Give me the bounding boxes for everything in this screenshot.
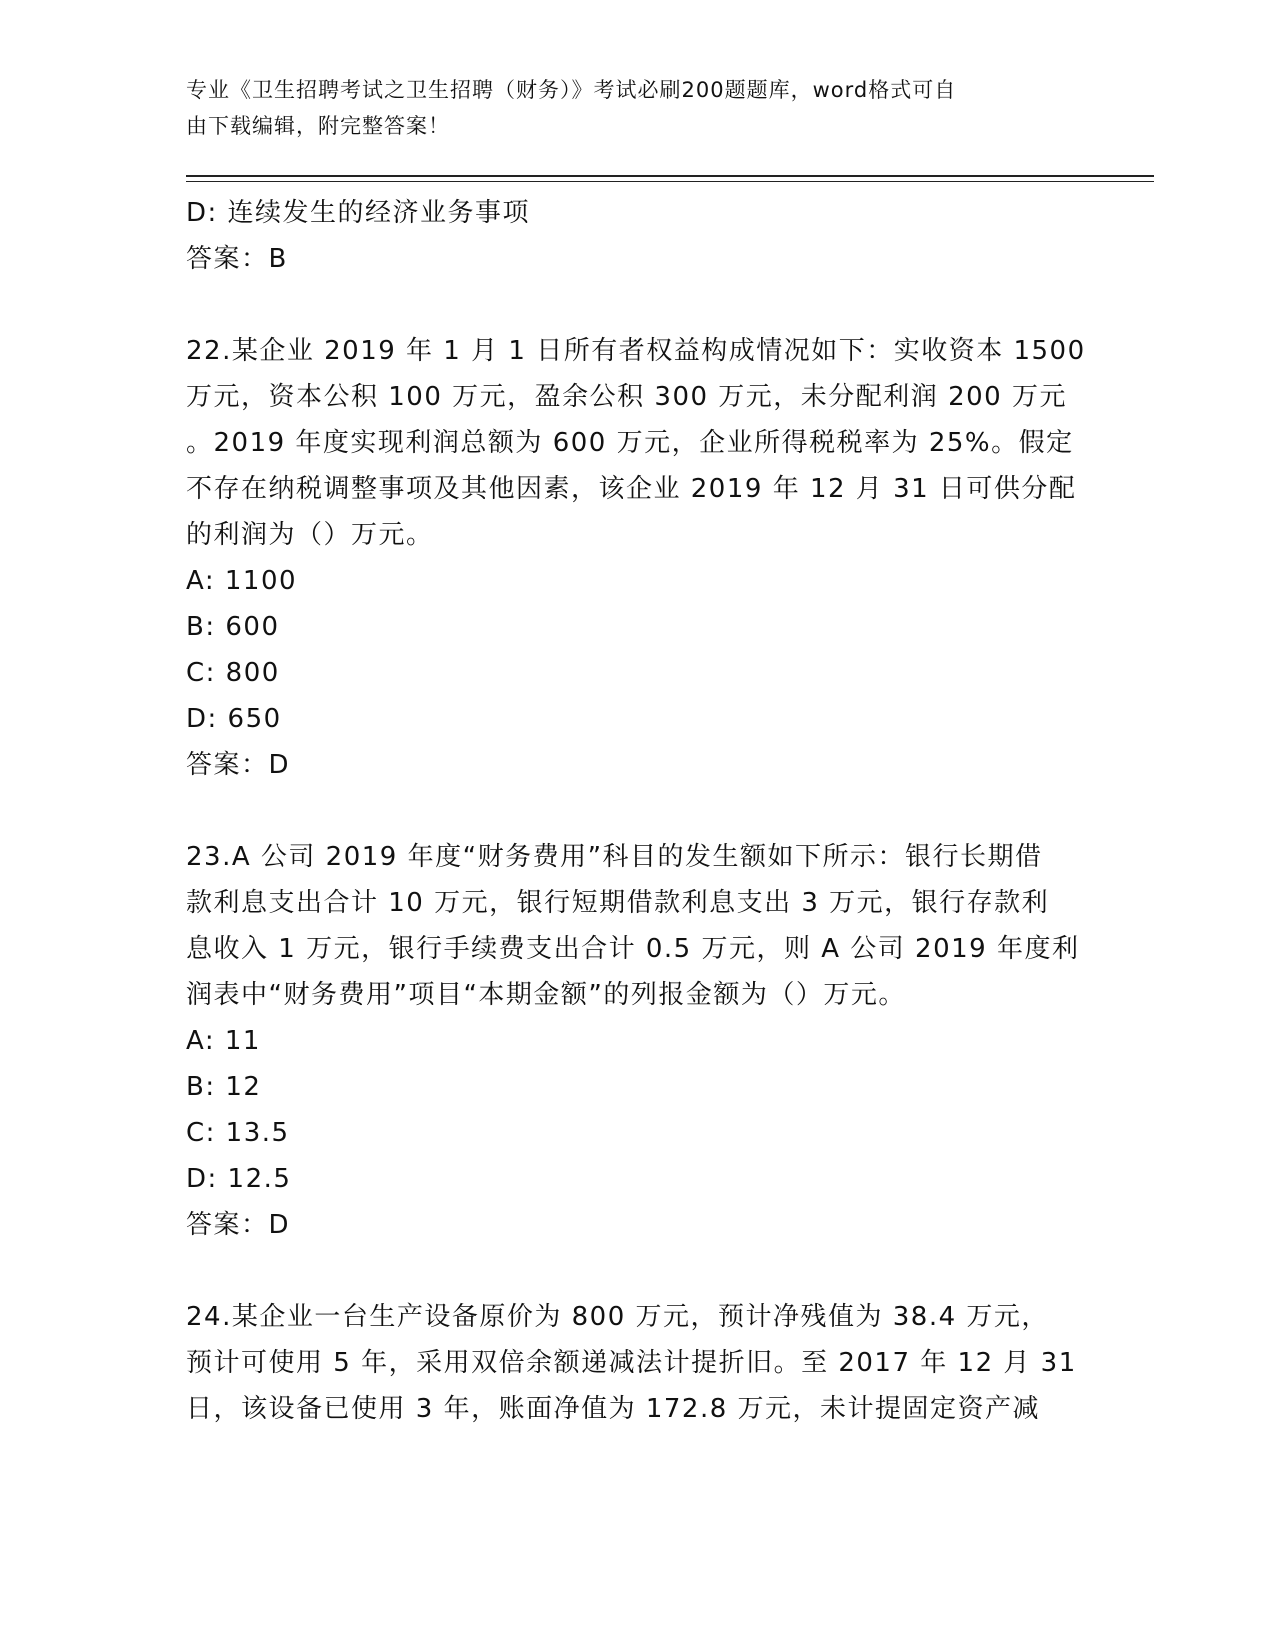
question-24-line-1: 24.某企业一台生产设备原价为 800 万元，预计净残值为 38.4 万元，	[186, 1302, 1049, 1332]
header-rule-thick	[186, 175, 1154, 177]
prev-answer: 答案：B	[186, 244, 288, 274]
header-rule-thin	[186, 181, 1154, 182]
question-22-option-b: B: 600	[186, 612, 280, 642]
document-header	[186, 72, 1066, 144]
header-line-2: 由下载编辑，附完整答案！	[186, 114, 450, 138]
prev-option-d: D: 连续发生的经济业务事项	[186, 198, 531, 228]
question-23	[186, 834, 1086, 1248]
question-22-option-d: D: 650	[186, 704, 282, 734]
question-22-line-2: 万元，资本公积 100 万元，盈余公积 300 万元，未分配利润 200 万元	[186, 382, 1067, 412]
question-24-line-3: 日，该设备已使用 3 年，账面净值为 172.8 万元，未计提固定资产减	[186, 1394, 1041, 1424]
question-24	[186, 1294, 1086, 1432]
document-body	[186, 190, 1086, 1432]
question-22-option-a: A: 1100	[186, 566, 298, 596]
question-23-option-d: D: 12.5	[186, 1164, 292, 1194]
question-23-option-c: C: 13.5	[186, 1118, 290, 1148]
question-22-line-4: 不存在纳税调整事项及其他因素，该企业 2019 年 12 月 31 日可供分配	[186, 474, 1077, 504]
question-23-line-1: 23.A 公司 2019 年度“财务费用”科目的发生额如下所示：银行长期借	[186, 842, 1043, 872]
question-22-line-1: 22.某企业 2019 年 1 月 1 日所有者权益构成情况如下：实收资本 1500	[186, 336, 1086, 366]
question-23-option-b: B: 12	[186, 1072, 262, 1102]
question-23-line-3: 息收入 1 万元，银行手续费支出合计 0.5 万元，则 A 公司 2019 年度利	[186, 934, 1080, 964]
question-22	[186, 328, 1086, 788]
question-23-line-2: 款利息支出合计 10 万元，银行短期借款利息支出 3 万元，银行存款利	[186, 888, 1050, 918]
question-23-option-a: A: 11	[186, 1026, 261, 1056]
question-22-line-5: 的利润为（）万元。	[186, 520, 434, 550]
question-22-answer: 答案：D	[186, 750, 291, 780]
header-line-1: 专业《卫生招聘考试之卫生招聘（财务）》考试必刷200题题库，word格式可自	[186, 78, 957, 102]
question-22-line-3: 。2019 年度实现利润总额为 600 万元，企业所得税税率为 25%。假定	[186, 428, 1074, 458]
question-23-line-4: 润表中“财务费用”项目“本期金额”的列报金额为（）万元。	[186, 980, 906, 1010]
question-23-answer: 答案：D	[186, 1210, 291, 1240]
question-24-line-2: 预计可使用 5 年，采用双倍余额递减法计提折旧。至 2017 年 12 月 31	[186, 1348, 1077, 1378]
question-22-option-c: C: 800	[186, 658, 280, 688]
